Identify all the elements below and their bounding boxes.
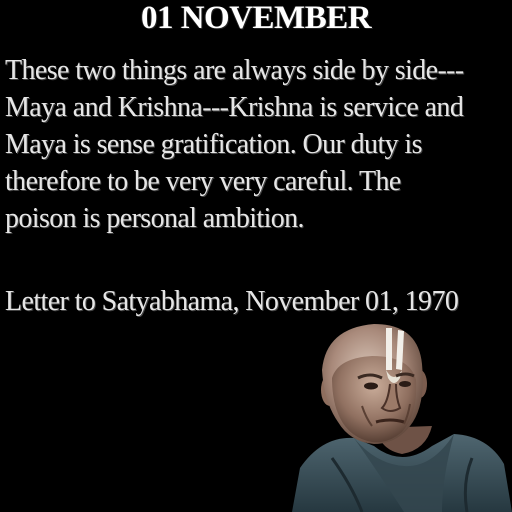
quote-line: therefore to be very very careful. The [5, 166, 401, 197]
quote-text [5, 52, 510, 237]
quote-line: Maya is sense gratification. Our duty is [5, 129, 422, 160]
quote-line: Maya and Krishna---Krishna is service and [5, 92, 464, 123]
portrait-of-elderly-monk-icon [292, 318, 512, 512]
quote-source-citation: Letter to Satyabhama, November 01, 1970 [5, 286, 459, 317]
quote-line: These two things are always side by side--- [5, 55, 464, 86]
page-title: 01 NOVEMBER [140, 0, 372, 36]
quote-line: poison is personal ambition. [5, 203, 304, 234]
